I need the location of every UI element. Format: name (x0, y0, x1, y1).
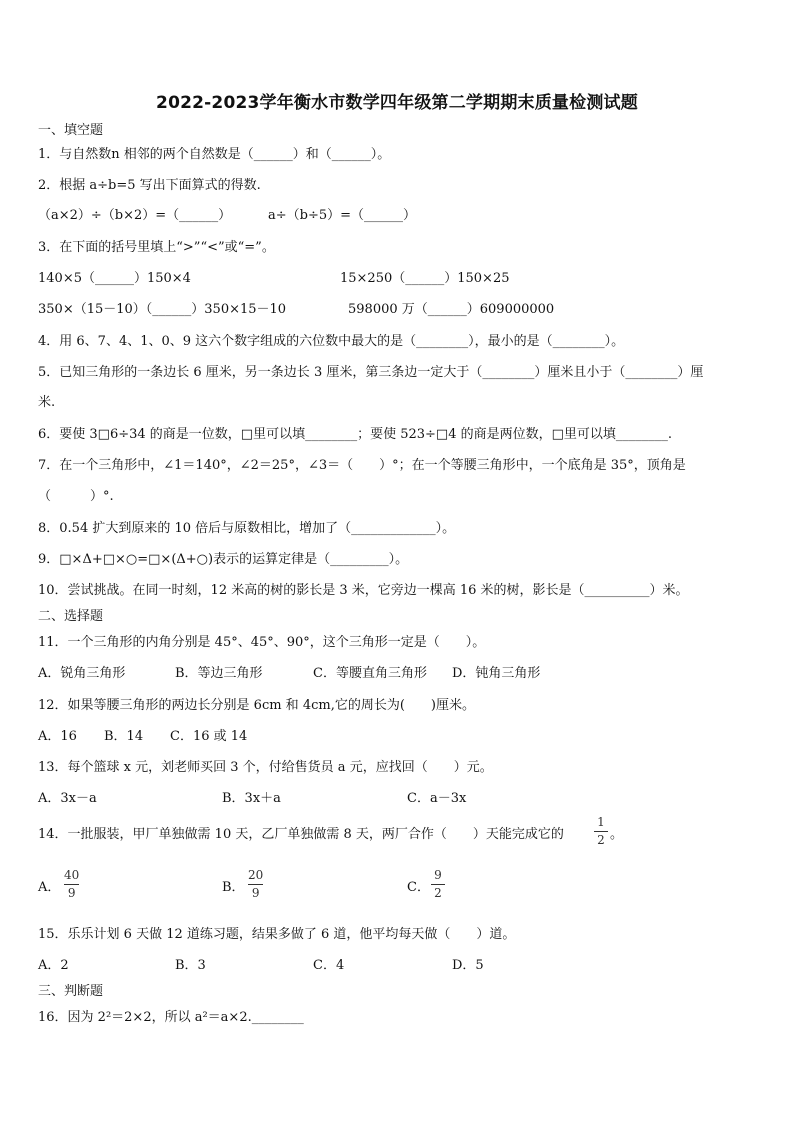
question-3: 3．在下面的括号里填上“>”“<”或“=”。 (38, 240, 275, 255)
question-15-option-a: A．2 (38, 958, 69, 973)
fraction-bar (64, 884, 79, 885)
question-3-part-d: 598000 万（______）609000000 (348, 302, 555, 317)
question-14-end: 。 (610, 827, 624, 842)
fraction-bar (594, 831, 608, 832)
question-12-option-c: C．16 或 14 (170, 729, 248, 744)
question-5: 5．已知三角形的一条边长 6 厘米，另一条边长 3 厘米，第三条边一定大于（________）厘米且小于（________）厘 (38, 365, 704, 380)
question-1: 1．与自然数n 相邻的两个自然数是（______）和（______）。 (38, 147, 391, 162)
question-12-option-a: A．16 (38, 729, 77, 744)
question-2-part-a: （a×2）÷（b×2）=（______） (38, 208, 232, 223)
question-12-option-b: B．14 (104, 729, 144, 744)
question-3-part-c: 350×（15－10）（______）350×15－10 (38, 302, 287, 317)
question-11-option-c: C．等腰直角三角形 (313, 666, 427, 681)
question-7-continued: （ ）°. (38, 489, 114, 504)
question-15: 15．乐乐计划 6 天做 12 道练习题，结果多做了 6 道，他平均每天做（ ）道。 (38, 927, 516, 942)
section-heading-true-false: 三、判断题 (38, 984, 104, 999)
question-13: 13．每个篮球 x 元，刘老师买回 3 个，付给售货员 a 元，应找回（ ）元。 (38, 760, 493, 775)
question-11-option-d: D．钝角三角形 (452, 666, 541, 681)
page-title: 2022-2023学年衡水市数学四年级第二学期期末质量检测试题 (156, 93, 638, 113)
question-11-option-b: B．等边三角形 (175, 666, 263, 681)
question-13-option-b: B．3x＋a (222, 791, 281, 806)
fraction-denominator: 9 (67, 886, 76, 900)
question-9: 9．□×Δ+□×○=□×(Δ+○)表示的运算定律是（_________）。 (38, 552, 409, 567)
question-14-fraction (594, 815, 608, 848)
section-heading-fill-blank: 一、填空题 (38, 123, 104, 138)
question-2-part-b: a÷（b÷5）=（______） (268, 208, 417, 223)
question-14-option-c-fraction (431, 868, 445, 901)
question-3-part-b: 15×250（______）150×25 (340, 271, 510, 286)
question-13-option-a: A．3x－a (38, 791, 97, 806)
question-8: 8．0.54 扩大到原来的 10 倍后与原数相比，增加了（_____________）。 (38, 521, 456, 536)
fraction-denominator: 9 (251, 886, 260, 900)
question-14-option-b-label: B． (222, 880, 245, 895)
fraction-numerator: 20 (248, 868, 264, 882)
question-14-option-a-label: A． (38, 880, 61, 895)
question-5-continued: 米. (38, 395, 56, 410)
question-14-option-c-label: C． (407, 880, 430, 895)
fraction-numerator: 1 (597, 815, 605, 829)
fraction-bar (431, 884, 445, 885)
question-11-option-a: A．锐角三角形 (38, 666, 126, 681)
question-14 (38, 826, 564, 844)
fraction-numerator: 9 (434, 868, 442, 882)
question-2: 2．根据 a÷b=5 写出下面算式的得数. (38, 178, 261, 193)
question-14-option-a-fraction (64, 868, 79, 901)
question-12: 12．如果等腰三角形的两边长分别是 6cm 和 4cm,它的周长为( )厘米。 (38, 698, 475, 713)
section-heading-multiple-choice: 二、选择题 (38, 609, 104, 624)
question-10: 10．尝试挑战。在同一时刻，12 米高的树的影长是 3 米，它旁边一棵高 16 米的树，影长是（__________）米。 (38, 583, 689, 598)
question-14-text: 14．一批服装，甲厂单独做需 10 天，乙厂单独做需 8 天，两厂合作（ ）天能完成它的 (38, 827, 564, 842)
question-15-option-c: C．4 (313, 958, 345, 973)
fraction-denominator: 2 (597, 833, 605, 847)
question-15-option-d: D．5 (452, 958, 484, 973)
question-14-option-b-fraction (248, 868, 263, 901)
fraction-bar (248, 884, 263, 885)
question-7: 7．在一个三角形中，∠1＝140°，∠2＝25°，∠3＝（ ）°；在一个等腰三角形中，一个底角是 35°，顶角是 (38, 458, 686, 473)
question-13-option-c: C．a－3x (407, 791, 467, 806)
question-4: 4．用 6、7、4、1、0、9 这六个数字组成的六位数中最大的是（________），最小的是（________）。 (38, 334, 625, 349)
question-6: 6．要使 3□6÷34 的商是一位数，□里可以填________；要使 523÷□4 的商是两位数，□里可以填________. (38, 427, 673, 442)
fraction-numerator: 40 (64, 868, 80, 882)
question-11: 11．一个三角形的内角分别是 45°、45°、90°，这个三角形一定是（ ）。 (38, 635, 486, 650)
question-3-part-a: 140×5（______）150×4 (38, 271, 191, 286)
question-16: 16．因为 2²＝2×2，所以 a²＝a×2.________ (38, 1010, 304, 1025)
fraction-denominator: 2 (434, 886, 442, 900)
question-15-option-b: B．3 (175, 958, 206, 973)
